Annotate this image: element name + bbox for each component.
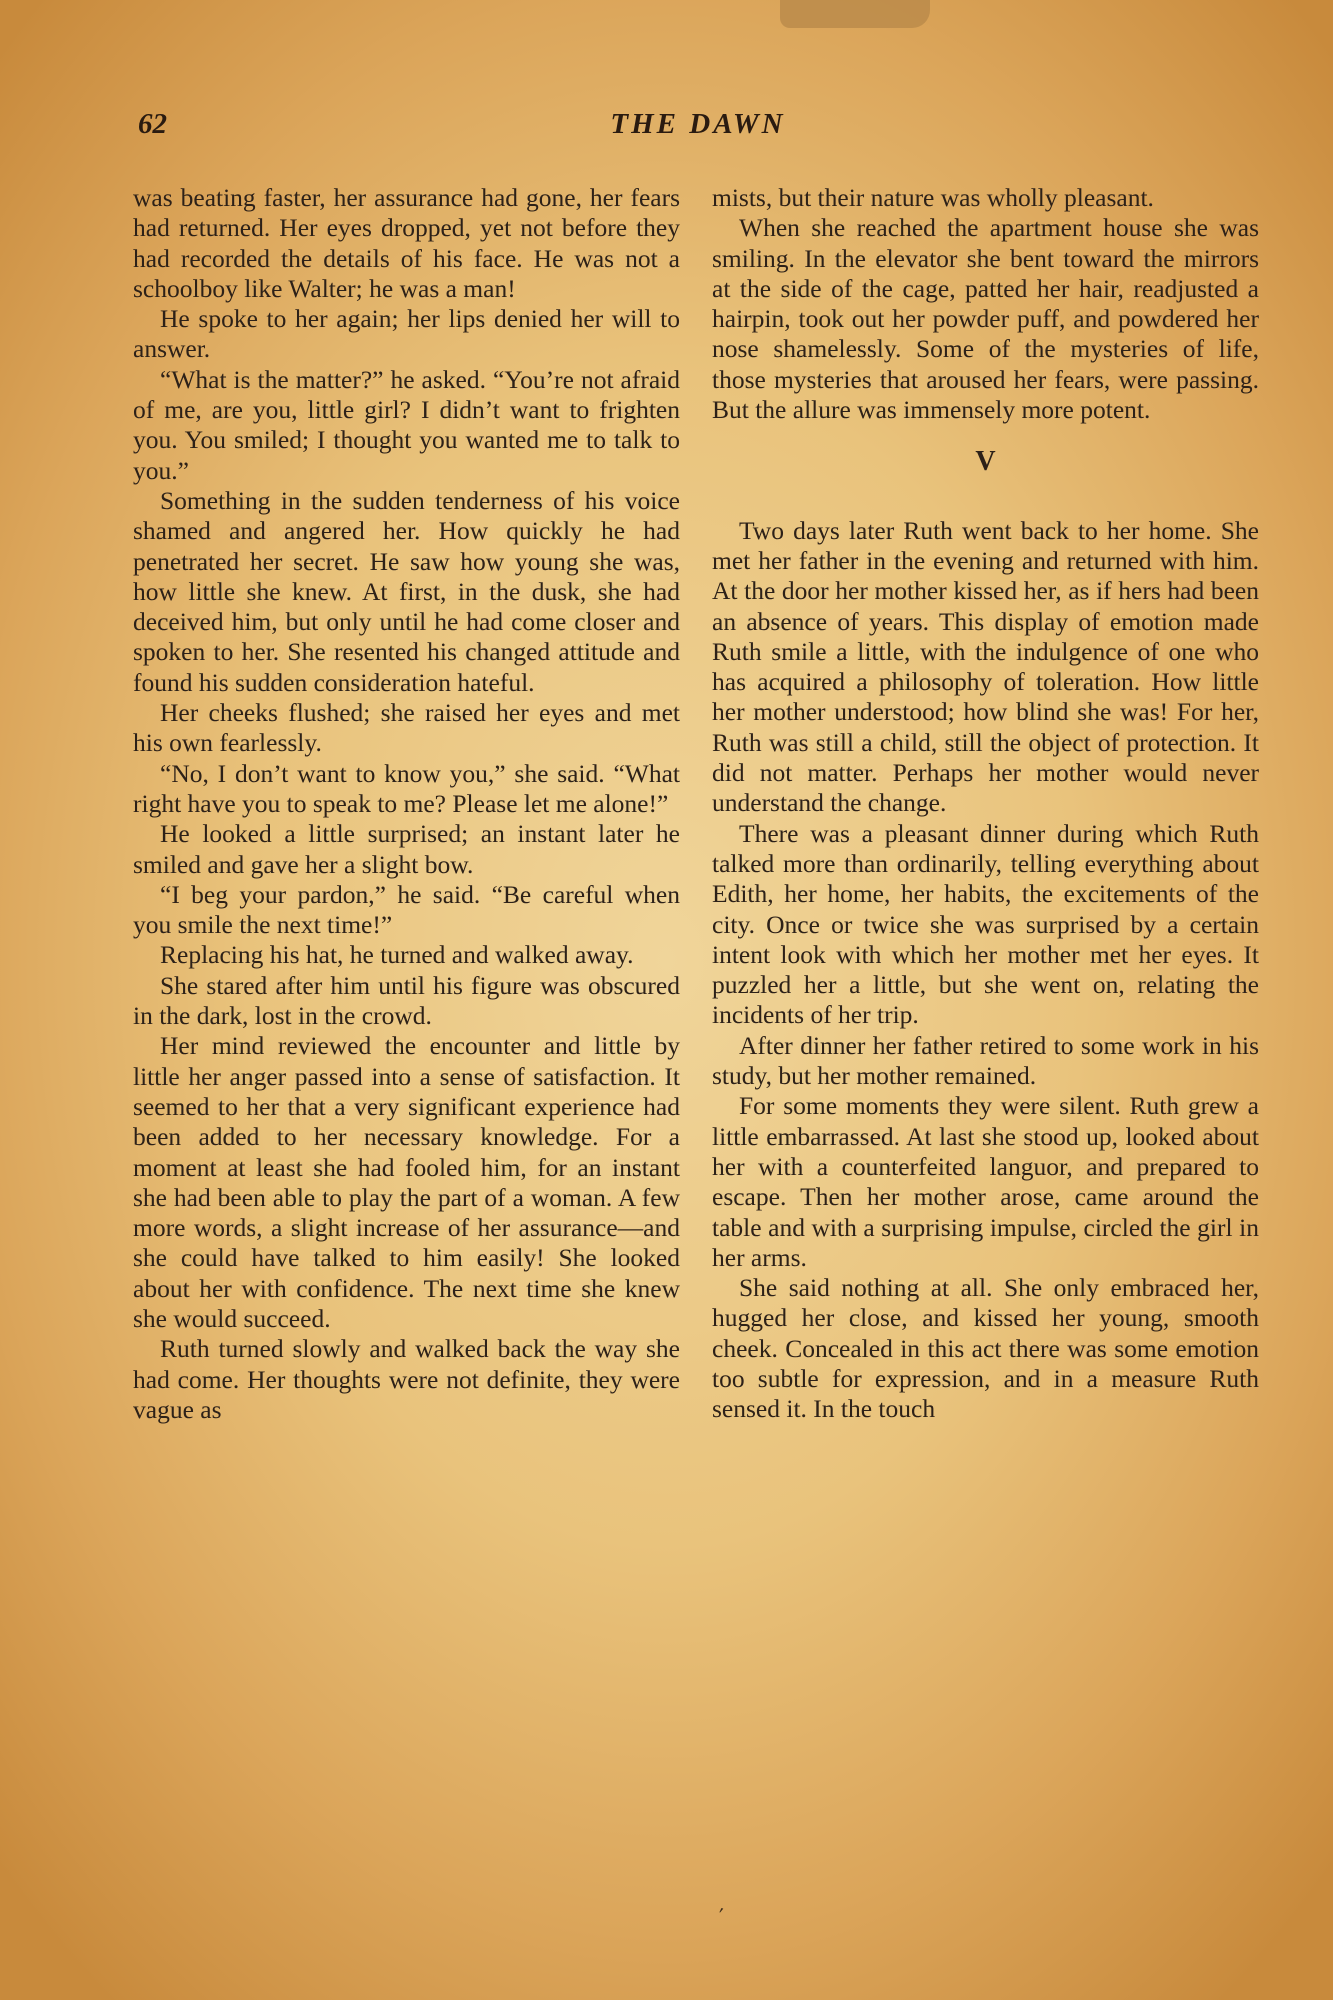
- paragraph: He looked a little surprised; an instant later he smiled and gave her a slight bow.: [133, 819, 680, 879]
- page-number: 62: [138, 108, 167, 140]
- ink-mark: ′: [713, 1903, 726, 1927]
- page-tab-scrap: [780, 0, 930, 28]
- paragraph: After dinner her father retired to some work in his study, but her mother remained.: [712, 1030, 1259, 1091]
- section-number: V: [975, 446, 996, 478]
- paragraph: There was a pleasant dinner during which Ruth talked more than ordinarily, telling everything about Edith, her home, her habits, the excitements of the city. Once or twice she was surprised by a certain intent look with which her mother met her eyes. It puzzled her a little, but she went on, relating the incidents of her trip.: [712, 818, 1259, 1030]
- paragraph: mists, but their nature was wholly pleasant.: [712, 183, 1154, 212]
- running-title: THE DAWN: [610, 108, 786, 140]
- paragraph: She stared after him until his figure was obscured in the dark, lost in the crowd.: [133, 970, 680, 1031]
- paragraph: “What is the matter?” he asked. “You’re not afraid of me, are you, little girl? I didn’t want to frighten you. You smiled; I thought you wanted me to talk to you.”: [133, 364, 680, 485]
- paragraph: Something in the sudden tenderness of his voice shamed and angered her. How quickly he had penetrated her secret. He saw how young she was, how little she knew. At first, in the dusk, she had deceived him, but only until he had come closer and spoken to her. She resented his changed attitude and found his sudden consideration hateful.: [133, 485, 680, 697]
- paragraph: Two days later Ruth went back to her home. She met her father in the evening and returned with him. At the door her mother kissed her, as if hers had been an absence of years. This display of emotion made Ruth smile a little, with the indulgence of one who has acquired a philosophy of toleration. How little her mother understood; how blind she was! For her, Ruth was still a child, still the object of protection. It did not matter. Perhaps her mother would never understand the change.: [712, 515, 1259, 818]
- paragraph: When she reached the apartment house she was smiling. In the elevator she bent toward the mirrors at the side of the cage, patted her hair, readjusted a hairpin, took out her powder puff, and powdered her nose shamelessly. Some of the mysteries of life, those mysteries that aroused her fears, were passing. But the allure was immensely more potent.: [712, 213, 1259, 425]
- paragraph: was beating faster, her assurance had gone, her fears had returned. Her eyes dropped, yet not before they had recorded the details of his face. He was not a schoolboy like Walter; he was a man!: [133, 183, 680, 303]
- paragraph: For some moments they were silent. Ruth grew a little embarrassed. At last she stood up, looked about her with a counterfeited languor, and prepared to escape. Then her mother arose, came around the table and with a surprising impulse, circled the girl in her arms.: [712, 1091, 1259, 1272]
- paragraph: Her cheeks flushed; she raised her eyes and met his own fearlessly.: [133, 698, 680, 758]
- paragraph: Ruth turned slowly and walked back the way she had come. Her thoughts were not definite, they were vague as: [133, 1334, 680, 1424]
- paragraph: Her mind reviewed the encounter and little by little her anger passed into a sense of satisfaction. It seemed to her that a very significant experience had been added to her necessary knowledge. For a moment at least she had fooled him, for an instant she had been able to play the part of a woman. A few more words, a slight increase of her assurance—and she could have talked to him easily! She looked about her with confidence. The next time she knew she would succeed.: [133, 1031, 680, 1333]
- paragraph: Replacing his hat, he turned and walked away.: [160, 940, 634, 970]
- paragraph: He spoke to her again; her lips denied her will to answer.: [133, 304, 680, 364]
- paragraph: She said nothing at all. She only embraced her, hugged her close, and kissed her young, smooth cheek. Concealed in this act there was some emotion too subtle for expression, and in a measure Ruth sensed it. In the touch: [712, 1273, 1259, 1424]
- paragraph: “No, I don’t want to know you,” she said. “What right have you to speak to me? Please let me alone!”: [133, 758, 680, 818]
- left-column: [133, 183, 680, 1425]
- right-column: [712, 183, 1259, 1425]
- page-header: [138, 108, 1258, 148]
- paragraph: “I beg your pardon,” he said. “Be careful when you smile the next time!”: [133, 879, 680, 940]
